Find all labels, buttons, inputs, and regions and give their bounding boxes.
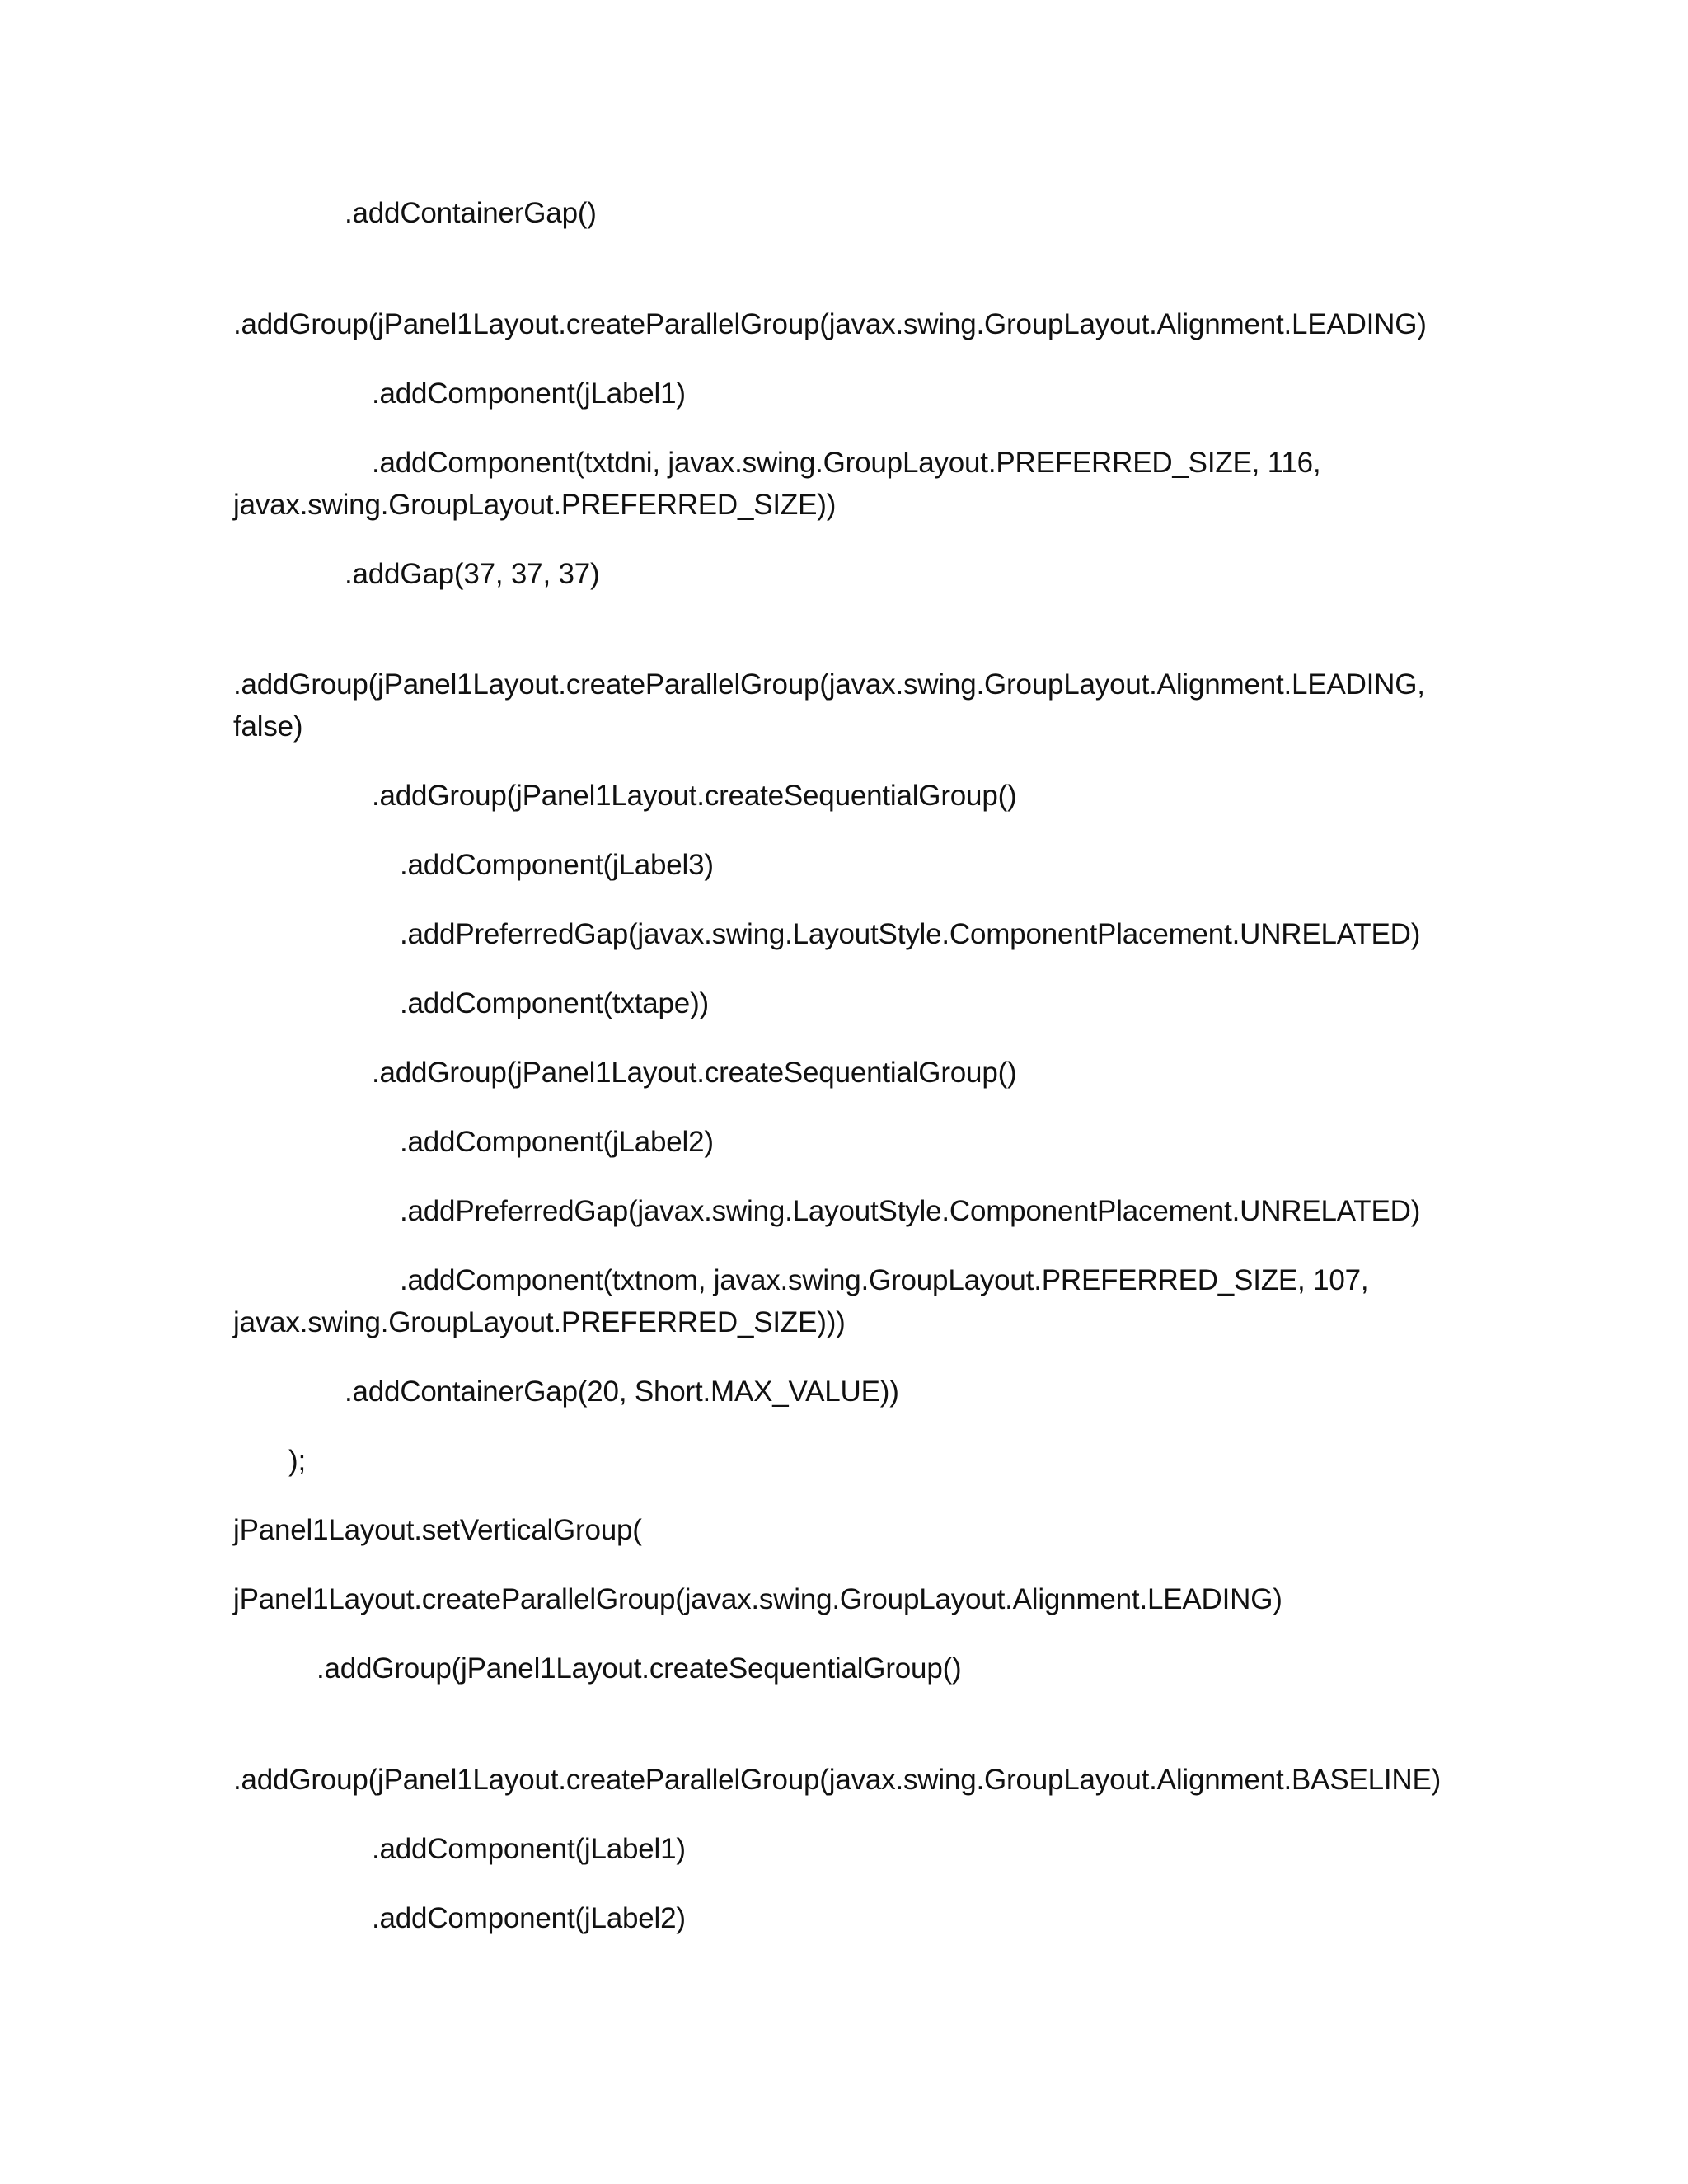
code-line: .addGroup(jPanel1Layout.createParallelGroup(javax.swing.GroupLayout.Alignment.LEADING)	[233, 308, 1427, 340]
code-line: .addComponent(txtape))	[400, 987, 709, 1019]
code-line: .addComponent(txtnom, javax.swing.GroupLayout.PREFERRED_SIZE, 107,	[400, 1264, 1369, 1296]
code-line: javax.swing.GroupLayout.PREFERRED_SIZE))	[233, 489, 837, 521]
code-line: .addPreferredGap(javax.swing.LayoutStyle.ComponentPlacement.UNRELATED)	[400, 918, 1421, 950]
code-line: .addGroup(jPanel1Layout.createSequentialGroup()	[316, 1652, 962, 1685]
code-line: .addGroup(jPanel1Layout.createSequentialGroup()	[372, 1057, 1017, 1089]
code-line: false)	[233, 710, 303, 743]
code-line: .addPreferredGap(javax.swing.LayoutStyle.ComponentPlacement.UNRELATED)	[400, 1195, 1421, 1227]
code-line: .addComponent(jLabel1)	[372, 377, 686, 410]
code-line: .addGroup(jPanel1Layout.createParallelGroup(javax.swing.GroupLayout.Alignment.LEADING,	[233, 668, 1425, 701]
code-line: .addGroup(jPanel1Layout.createSequentialGroup()	[372, 780, 1017, 812]
code-line: .addComponent(jLabel3)	[400, 849, 714, 881]
code-line: .addContainerGap()	[345, 197, 597, 229]
code-line: jPanel1Layout.setVerticalGroup(	[233, 1514, 642, 1546]
code-line: );	[288, 1445, 306, 1477]
code-line: javax.swing.GroupLayout.PREFERRED_SIZE)))	[233, 1306, 846, 1338]
code-line: .addContainerGap(20, Short.MAX_VALUE))	[345, 1376, 899, 1408]
code-line: .addComponent(jLabel2)	[372, 1902, 686, 1934]
code-line: .addGroup(jPanel1Layout.createParallelGroup(javax.swing.GroupLayout.Alignment.BASELINE)	[233, 1764, 1442, 1796]
code-line: jPanel1Layout.createParallelGroup(javax.swing.GroupLayout.Alignment.LEADING)	[233, 1583, 1282, 1615]
code-line: .addGap(37, 37, 37)	[345, 558, 600, 590]
code-line: .addComponent(jLabel1)	[372, 1833, 686, 1865]
code-line: .addComponent(txtdni, javax.swing.GroupLayout.PREFERRED_SIZE, 116,	[372, 447, 1321, 479]
code-line: .addComponent(jLabel2)	[400, 1126, 714, 1158]
